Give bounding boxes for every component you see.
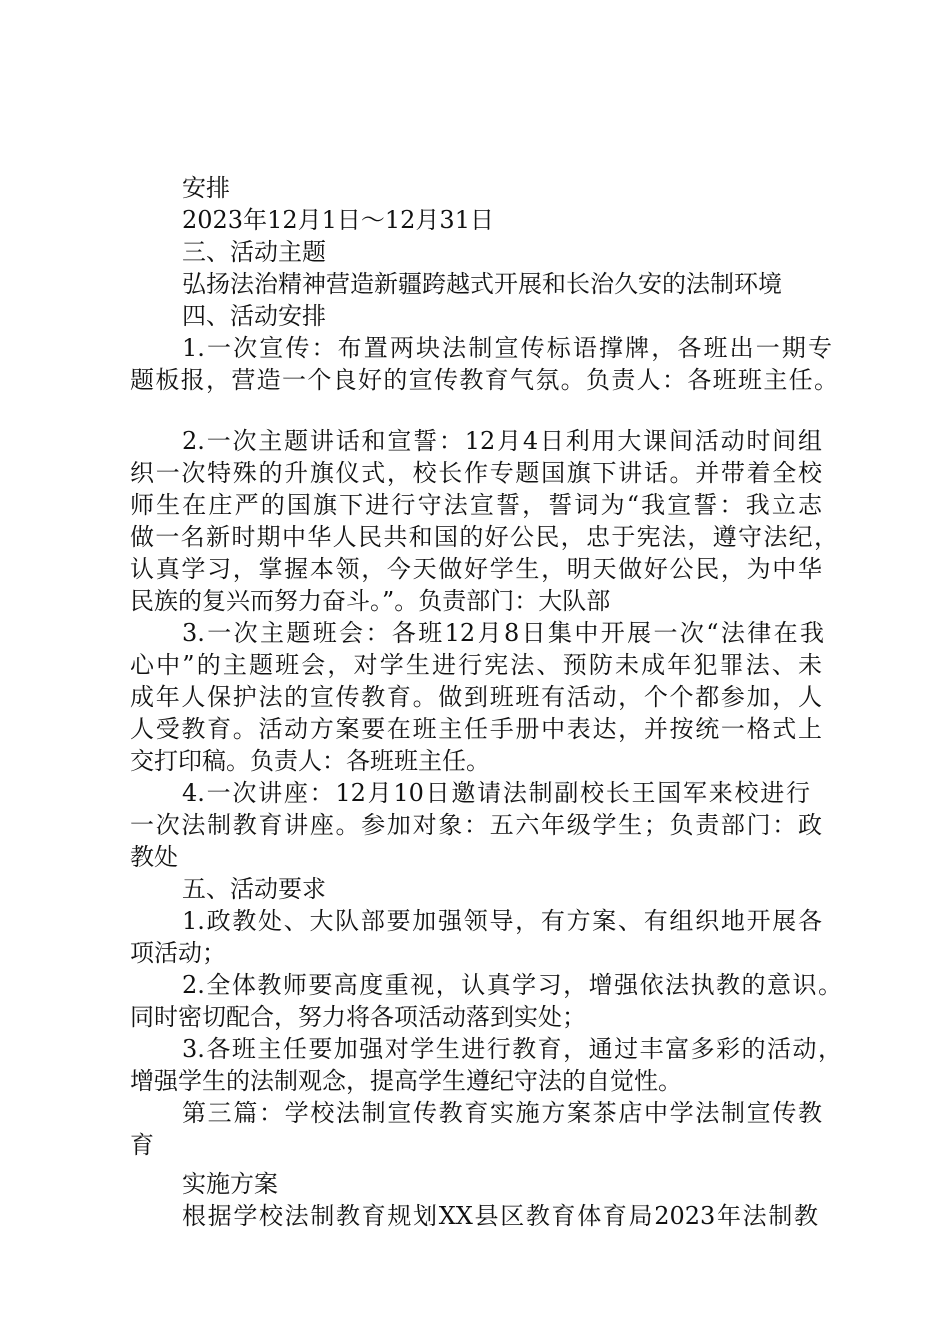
text-line: 根据学校法制教育规划XX县区教育体育局2023年法制教 [182,1202,818,1230]
text-line: 1.政教处、大队部要加强领导，有方案、有组织地开展各 [182,907,822,935]
text-line: 做一名新时期中华人民共和国的好公民，忠于宪法，遵守法纪， [130,523,838,551]
text-line: 安排 [182,174,230,202]
text-line: 交打印稿。负责人：各班班主任。 [130,747,490,775]
text-line: 人受教育。活动方案要在班主任手册中表达，并按统一格式上 [130,715,822,743]
text-line: 成年人保护法的宣传教育。做到班班有活动，个个都参加，人 [130,683,822,711]
text-line: 民族的复兴而努力奋斗。”。负责部门：大队部 [130,587,611,615]
text-line: 2023年12月1日～12月31日 [182,206,494,234]
section-heading: 四、活动安排 [182,302,326,330]
text-line: 项活动； [130,939,226,967]
text-line: 4.一次讲座：12月10日邀请法制副校长王国军来校进行 [182,779,810,807]
text-line: 实施方案 [182,1170,278,1198]
text-line: 师生在庄严的国旗下进行守法宣誓，誓词为“我宣誓：我立志 [130,491,822,519]
text-line: 织一次特殊的升旗仪式，校长作专题国旗下讲话。并带着全校 [130,459,822,487]
text-line: 3.各班主任要加强对学生进行教育，通过丰富多彩的活动， [182,1035,842,1063]
section-heading: 五、活动要求 [182,875,326,903]
section-heading: 三、活动主题 [182,238,326,266]
text-line: 弘扬法治精神营造新疆跨越式开展和长治久安的法制环境 [182,270,782,298]
text-line: 2.全体教师要高度重视，认真学习，增强依法执教的意识。 [182,971,842,999]
text-line: 心中”的主题班会，对学生进行宪法、预防未成年犯罪法、未 [130,651,822,679]
text-line: 题板报，营造一个良好的宣传教育气氛。负责人：各班班主任。 [130,366,838,394]
text-line: 增强学生的法制观念，提高学生遵纪守法的自觉性。 [130,1067,682,1095]
text-line: 第三篇：学校法制宣传教育实施方案茶店中学法制宣传教 [182,1099,822,1127]
text-line: 教处 [130,843,178,871]
text-line: 认真学习，掌握本领，今天做好学生，明天做好公民，为中华 [130,555,822,583]
text-line: 育 [130,1131,154,1159]
text-line: 3.一次主题班会：各班12月8日集中开展一次“法律在我 [182,619,824,647]
text-line: 2.一次主题讲话和宣誓：12月4日利用大课间活动时间组 [182,427,822,455]
text-line: 一次法制教育讲座。参加对象：五六年级学生；负责部门：政 [130,811,822,839]
text-line: 1.一次宣传：布置两块法制宣传标语撑牌，各班出一期专 [182,334,832,362]
text-line: 同时密切配合，努力将各项活动落到实处； [130,1003,586,1031]
